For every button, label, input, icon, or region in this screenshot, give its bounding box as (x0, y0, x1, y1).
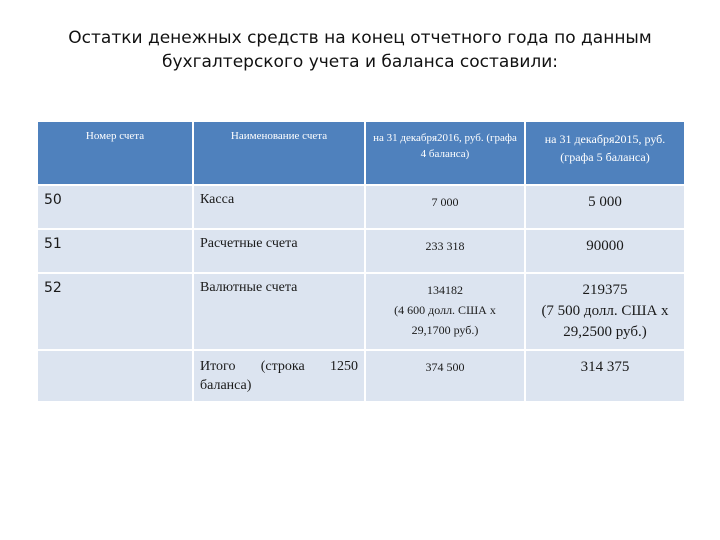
balance-2015-amount: 219375 (582, 282, 628, 298)
balance-2016-fx-detail: (4 600 долл. США x (394, 303, 496, 317)
page-title (40, 26, 680, 74)
table-row (38, 230, 684, 272)
balance-2015-cell: 90000 (526, 230, 684, 272)
account-number-cell: 52 (38, 274, 192, 349)
balance-2015-cell: 5 000 (526, 186, 684, 228)
table-row (38, 186, 684, 228)
header-account-name: Наименование счета (194, 122, 364, 184)
balance-2016-fx-rate: 29,1700 руб.) (411, 323, 479, 337)
balance-2016-amount: 134182 (427, 283, 463, 297)
balance-2015-fx-detail: (7 500 долл. США x (541, 303, 669, 319)
total-2015-cell: 314 375 (526, 351, 684, 401)
cash-balances-table (36, 120, 686, 403)
table-row (38, 274, 684, 349)
title-line-2: бухгалтерского учета и баланса составили: (161, 52, 559, 72)
account-number-cell: 51 (38, 230, 192, 272)
header-balance-2015: на 31 декабря2015, руб. (графа 5 баланса) (526, 122, 684, 184)
balance-2015-cell (526, 274, 684, 349)
title-line-1: Остатки денежных средств на конец отчетного года по данным (68, 28, 652, 48)
header-account-number: Номер счета (38, 122, 192, 184)
total-label-cell (194, 351, 364, 401)
total-2016-cell: 374 500 (366, 351, 524, 401)
account-name-cell: Касса (194, 186, 364, 228)
total-row (38, 351, 684, 401)
total-label-word: Итого (200, 359, 236, 374)
balance-2016-cell: 7 000 (366, 186, 524, 228)
total-label-suffix: баланса) (200, 378, 252, 393)
balance-2015-fx-rate: 29,2500 руб.) (563, 324, 647, 340)
total-label-line-word: (строка (260, 359, 305, 374)
account-name-cell: Валютные счета (194, 274, 364, 349)
total-number-cell (38, 351, 192, 401)
account-name-cell: Расчетные счета (194, 230, 364, 272)
balance-2016-cell (366, 274, 524, 349)
account-number-cell: 50 (38, 186, 192, 228)
header-balance-2016: на 31 декабря2016, руб. (графа 4 баланса) (366, 122, 524, 184)
balance-2016-cell: 233 318 (366, 230, 524, 272)
table-header-row (38, 122, 684, 184)
total-label-line-number: 1250 (330, 359, 358, 374)
